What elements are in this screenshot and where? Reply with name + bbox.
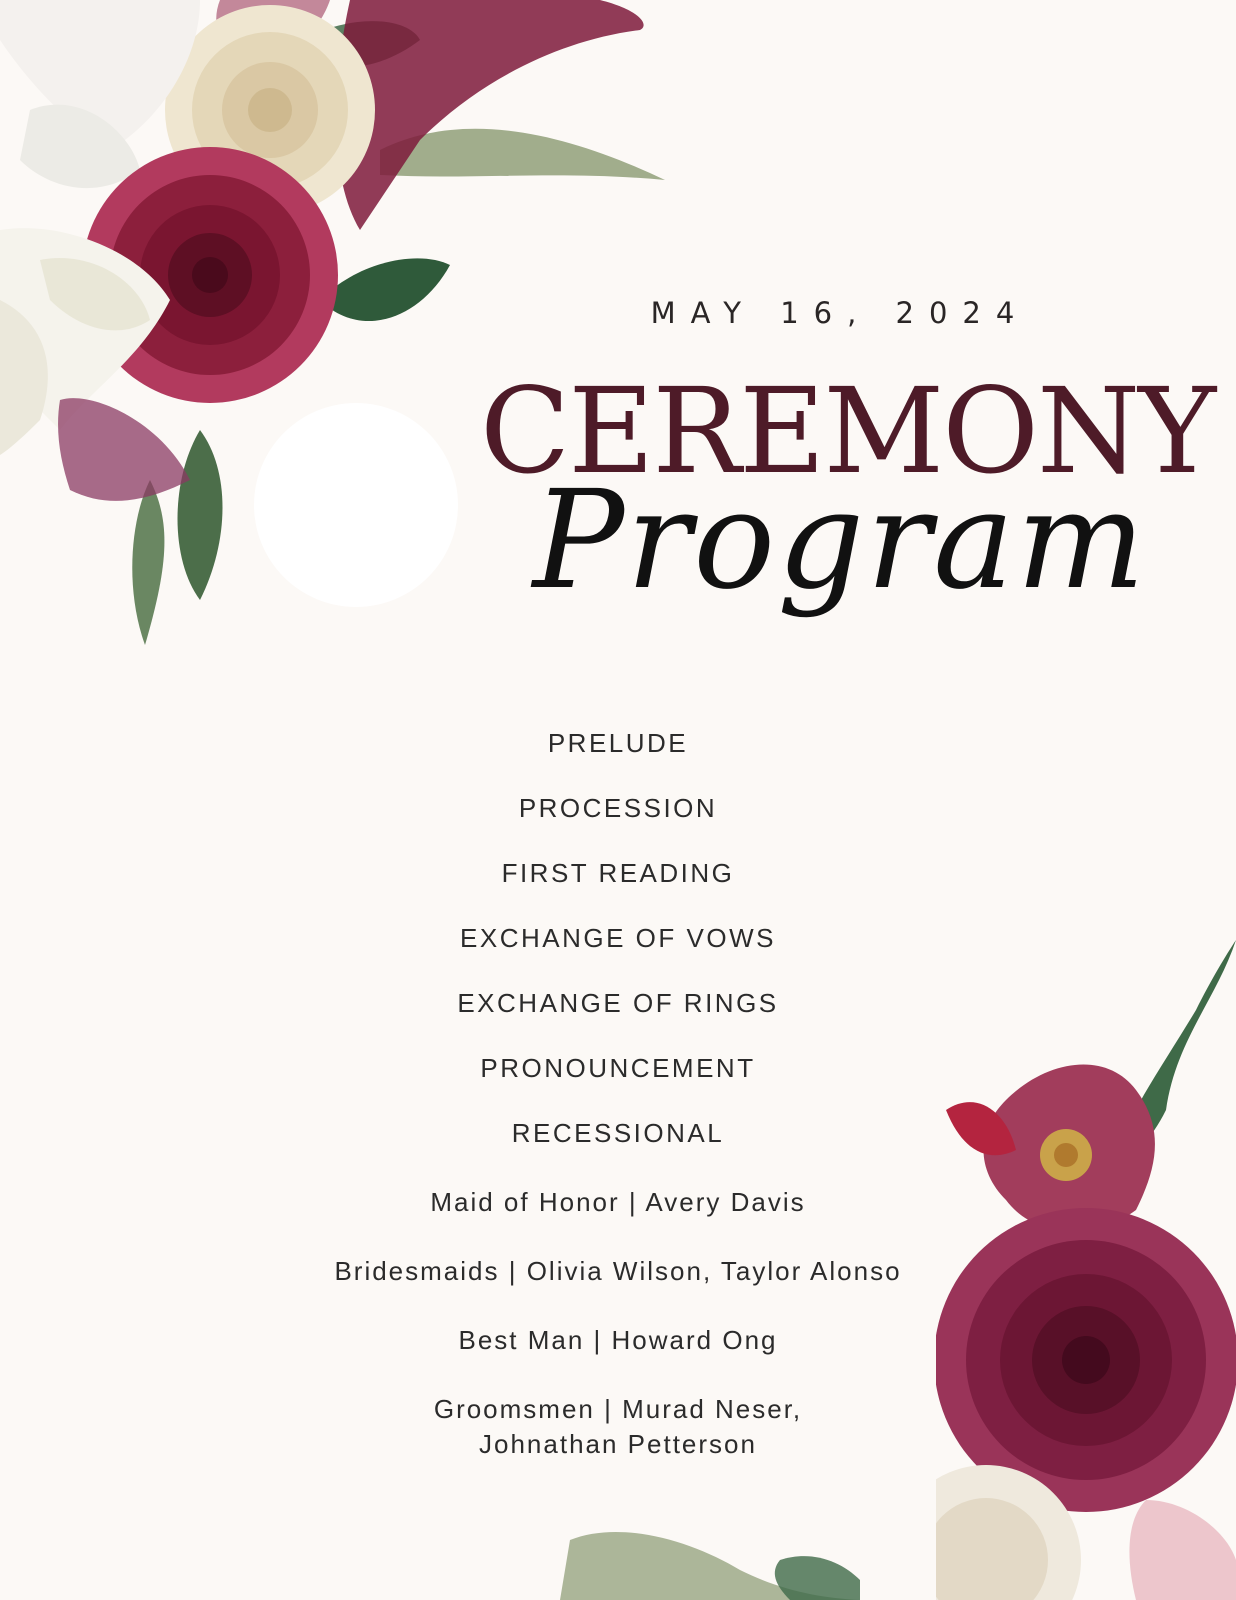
page-title: CEREMONY xyxy=(480,362,1215,500)
wedding-party-entry xyxy=(0,1185,1236,1220)
program-item: PROCESSION xyxy=(518,793,718,823)
wedding-party-entry xyxy=(0,1254,1236,1289)
wedding-party-line: Johnathan Petterson xyxy=(479,1429,757,1459)
event-date: MAY 16, 2024 xyxy=(650,296,1030,330)
decorative-circle xyxy=(254,403,458,607)
floral-sprig-decoration xyxy=(560,1520,860,1600)
page-subtitle: Program xyxy=(532,462,1148,620)
program-item: RECESSIONAL xyxy=(511,1118,725,1148)
program-item: PRELUDE xyxy=(547,728,689,758)
wedding-party-line: Best Man | Howard Ong xyxy=(458,1325,778,1355)
wedding-party-line: Groomsmen | Murad Neser, xyxy=(433,1394,803,1424)
program-item: EXCHANGE OF VOWS xyxy=(460,923,776,953)
wedding-party-line: Bridesmaids | Olivia Wilson, Taylor Alonso xyxy=(334,1256,902,1286)
program-item: EXCHANGE OF RINGS xyxy=(457,988,779,1018)
wedding-party-entry xyxy=(0,1323,1236,1358)
program-item: FIRST READING xyxy=(501,858,735,888)
program-item: PRONOUNCEMENT xyxy=(480,1053,756,1083)
wedding-party-entry xyxy=(0,1392,1236,1462)
wedding-party-line: Maid of Honor | Avery Davis xyxy=(430,1187,806,1217)
